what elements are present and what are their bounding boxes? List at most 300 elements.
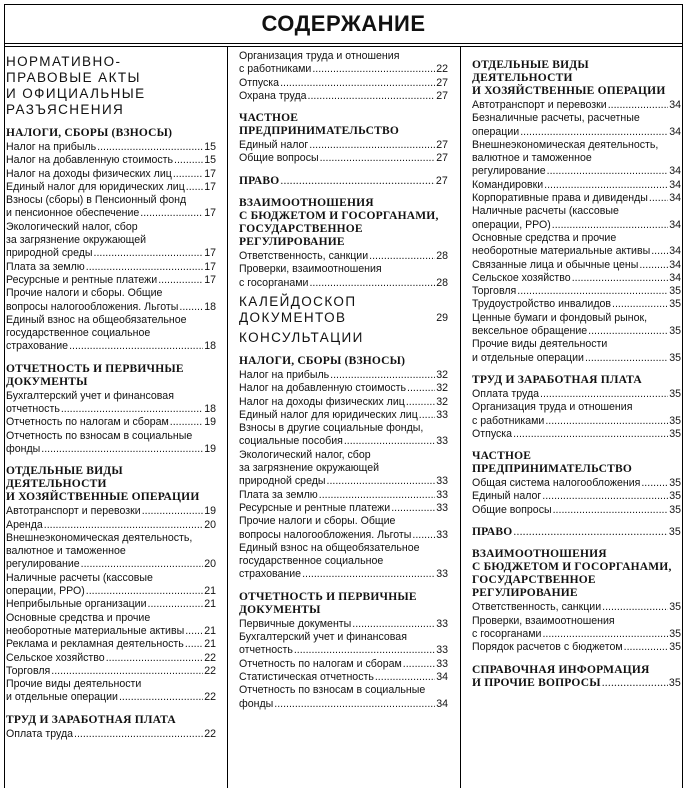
toc-entry-line: Отчетность по взносам в социальные [6, 429, 193, 442]
section-heading-line: ОТЧЕТНОСТЬ И ПЕРВИЧНЫЕ [239, 590, 417, 603]
section-heading-line: ДЕЯТЕЛЬНОСТИ [472, 72, 573, 84]
toc-entry[interactable] [239, 152, 448, 165]
toc-entry[interactable] [472, 504, 681, 517]
leader-dots [520, 126, 668, 139]
leader-dots [312, 63, 435, 76]
toc-entry-line [239, 489, 448, 502]
toc-entry-line [6, 665, 216, 678]
page-number: 35 [668, 676, 681, 689]
toc-entry[interactable] [6, 154, 216, 167]
page-number: 33 [436, 657, 448, 670]
toc-entry[interactable] [239, 489, 448, 502]
toc-entry[interactable] [6, 141, 216, 154]
toc-entry[interactable] [6, 390, 216, 417]
page-number: 35 [669, 503, 681, 516]
page-number: 35 [669, 285, 681, 298]
frame-left [4, 44, 5, 788]
toc-entry-text: Налог на добавленную стоимость [239, 382, 407, 395]
toc-entry-line: государственное социальное [239, 555, 384, 568]
toc-entry[interactable] [472, 139, 681, 179]
page-number: 22 [204, 664, 216, 677]
section-heading-line: НАЛОГИ, СБОРЫ (ВЗНОСЫ) [239, 354, 406, 367]
toc-entry-line: Наличные расчеты (кассовые [6, 571, 153, 584]
page-number: 35 [669, 627, 681, 640]
toc-entry[interactable] [239, 515, 448, 542]
section-heading-with-page[interactable] [472, 526, 681, 539]
page-number: 22 [204, 691, 216, 704]
toc-entry-text: и отдельные операции [6, 691, 118, 704]
page-number: 34 [669, 192, 681, 205]
section-heading-with-page[interactable] [239, 175, 448, 188]
leader-dots [81, 558, 204, 571]
toc-entry-text: Отчетность по налогам и сборам [6, 416, 169, 429]
section-heading [6, 127, 216, 140]
toc-entry[interactable] [472, 601, 681, 614]
toc-entry[interactable] [239, 382, 448, 395]
toc-entry[interactable] [239, 671, 448, 684]
toc-entry-text: с госорганами [472, 627, 542, 640]
toc-entry-line: Ценные бумаги и фондовый рынок, [472, 311, 648, 324]
toc-entry-text: Единый налог [472, 490, 542, 503]
page-number: 35 [669, 325, 681, 338]
page-number: 18 [204, 403, 216, 416]
leader-dots [94, 247, 204, 260]
toc-entry[interactable] [239, 631, 448, 658]
toc-entry-text: Ответственность, санкции [239, 250, 369, 263]
toc-entry-line [239, 502, 448, 515]
toc-entry-line [472, 99, 681, 112]
page-number: 35 [669, 490, 681, 503]
toc-entry-text: Автотранспорт и перевозки [6, 505, 141, 518]
toc-entry-text: Налог на прибыль [6, 141, 97, 153]
toc-entry[interactable] [6, 665, 216, 678]
toc-entry-line [239, 644, 448, 657]
section-heading-line: ВЗАИМООТНОШЕНИЯ [472, 548, 607, 561]
leader-dots [106, 652, 204, 665]
leader-dots [294, 644, 435, 657]
toc-entry[interactable] [472, 179, 681, 192]
toc-entry-text: Налог на доходы физических лиц [239, 395, 405, 408]
page-number: 21 [204, 638, 216, 651]
leader-dots [419, 409, 435, 422]
toc-entry-line: Экологический налог, сбор [239, 448, 371, 461]
section-heading [6, 363, 216, 389]
toc-entry[interactable] [472, 338, 681, 365]
toc-entry-line [239, 529, 448, 542]
section-heading-line: ЧАСТНОЕ [472, 450, 532, 463]
leader-dots [375, 671, 435, 684]
toc-entry-line [239, 671, 448, 684]
toc-entry[interactable] [239, 684, 448, 711]
section-heading [472, 59, 681, 98]
toc-entry[interactable] [6, 638, 216, 651]
page-number: 32 [436, 395, 448, 408]
toc-entry-line: Взносы (сборы) в Пенсионный фонд [6, 194, 187, 207]
toc-entry-text: природной среды [6, 247, 93, 260]
leader-dots [403, 658, 435, 671]
toc-entry[interactable] [6, 678, 216, 705]
page-number: 15 [204, 141, 216, 153]
toc-entry-text: Корпоративные права и дивиденды [472, 192, 648, 205]
page-title-text: СОДЕРЖАНИЕ [261, 11, 426, 36]
section-heading [6, 465, 216, 504]
toc-entry[interactable] [472, 428, 681, 441]
toc-entry[interactable] [472, 205, 681, 232]
toc-entry-text: операции [472, 125, 520, 138]
toc-entry-line [6, 403, 216, 416]
leader-dots [608, 99, 669, 112]
toc-entry-line [239, 63, 448, 76]
page-number: 15 [204, 154, 216, 167]
section-heading-line: ОТДЕЛЬНЫЕ ВИДЫ [6, 465, 123, 478]
toc-entry[interactable] [239, 369, 448, 382]
toc-entry[interactable] [472, 232, 681, 259]
toc-entry-line [239, 396, 448, 409]
leader-dots [86, 261, 203, 274]
toc-entry-line: Прочие виды деятельности [6, 678, 142, 691]
leader-dots [513, 526, 667, 539]
leader-dots [651, 245, 668, 258]
toc-entry-text: с работниками [239, 63, 312, 76]
section-heading-large [6, 54, 216, 118]
leader-dots [309, 277, 435, 290]
leader-dots [61, 403, 203, 416]
toc-entry-text: Порядок расчетов с бюджетом [472, 641, 623, 654]
page-number: 35 [669, 351, 681, 364]
toc-entry[interactable] [472, 401, 681, 428]
toc-column-3 [472, 50, 681, 788]
leader-dots [302, 568, 435, 581]
section-heading-line: ОТЧЕТНОСТЬ И ПЕРВИЧНЫЕ [6, 362, 184, 375]
toc-entry-line [472, 628, 681, 641]
section-heading-text: ПРАВО [239, 174, 280, 187]
toc-entry[interactable] [6, 274, 216, 287]
toc-entry[interactable] [472, 477, 681, 490]
toc-entry-line [472, 641, 681, 654]
toc-entry[interactable] [472, 490, 681, 503]
leader-dots [274, 698, 435, 711]
toc-column-1 [6, 50, 216, 788]
leader-dots [320, 152, 436, 165]
leader-dots [602, 677, 668, 690]
page-number: 34 [669, 245, 681, 258]
toc-entry-text: фонды [239, 697, 274, 710]
page-number: 17 [204, 273, 216, 286]
leader-dots [542, 490, 668, 503]
toc-entry[interactable] [472, 312, 681, 339]
toc-entry-text: регулирование [6, 558, 80, 571]
toc-entry[interactable] [472, 615, 681, 642]
toc-entry[interactable] [6, 572, 216, 599]
toc-entry[interactable] [6, 416, 216, 429]
toc-entry-line [239, 369, 448, 382]
toc-entry[interactable] [239, 502, 448, 515]
toc-entry-text: Сельское хозяйство [472, 271, 571, 284]
toc-entry-line [239, 658, 448, 671]
toc-entry-text: Отчетность по налогам и сборам [239, 657, 402, 670]
toc-entry[interactable] [239, 542, 448, 582]
toc-entry[interactable] [472, 272, 681, 285]
page-number: 17 [204, 260, 216, 273]
toc-entry-line: Проверки, взаимоотношения [239, 263, 382, 276]
page-number: 18 [204, 300, 216, 313]
toc-entry-text: фонды [6, 442, 41, 455]
leader-dots [344, 435, 435, 448]
toc-entry-line: Организация труда и отношения [472, 401, 633, 414]
page-number: 33 [436, 644, 448, 657]
heading-line-with-page [239, 310, 448, 326]
toc-entry[interactable] [239, 139, 448, 152]
toc-entry[interactable] [472, 99, 681, 112]
page-number: 17 [204, 180, 216, 193]
section-heading-line: ДОКУМЕНТЫ [6, 375, 88, 388]
toc-entry-text: Ресурсные и рентные платежи [6, 273, 158, 286]
leader-dots [170, 416, 203, 429]
page-number: 34 [669, 258, 681, 271]
toc-entry-text: регулирование [472, 165, 546, 178]
leader-dots [641, 477, 668, 490]
toc-entry-line [6, 301, 216, 314]
toc-entry[interactable] [239, 449, 448, 489]
page-number: 32 [436, 382, 448, 395]
toc-entry-line [239, 435, 448, 448]
toc-entry-text: социальные пособия [239, 435, 343, 448]
toc-entry-line [239, 475, 448, 488]
toc-entry[interactable] [239, 658, 448, 671]
toc-entry-line [472, 259, 681, 272]
page-number: 19 [204, 442, 216, 455]
toc-entry-line [472, 192, 681, 205]
leader-dots [517, 285, 668, 298]
toc-entry-text: вопросы налогообложения. Льготы [239, 528, 412, 541]
section-heading-text: И ПРОЧИЕ ВОПРОСЫ [472, 676, 601, 689]
toc-entry-line: Бухгалтерский учет и финансовая [239, 631, 407, 644]
toc-entry-line [6, 519, 216, 532]
section-heading [472, 548, 681, 600]
toc-entry[interactable] [472, 192, 681, 205]
toc-entry-text: Оплата труда [6, 727, 74, 740]
toc-entry-text: Единый налог [239, 139, 309, 152]
leader-dots [612, 298, 668, 311]
section-heading-line [472, 677, 681, 690]
toc-entry-text: Торговля [472, 285, 517, 298]
section-heading-line: РЕГУЛИРОВАНИЕ [472, 587, 578, 600]
section-heading-line: И ХОЗЯЙСТВЕННЫЕ ОПЕРАЦИИ [6, 491, 200, 504]
page-number: 33 [436, 475, 448, 488]
toc-entry-line [6, 261, 216, 274]
toc-entry-line: Прочие налоги и сборы. Общие [239, 515, 396, 528]
toc-entry-line [472, 601, 681, 614]
toc-entry-text: Автотранспорт и перевозки [472, 99, 607, 111]
section-heading-line [472, 526, 681, 539]
leader-dots [140, 207, 203, 220]
page-number: 35 [669, 298, 681, 311]
toc-entry[interactable] [6, 652, 216, 665]
leader-dots [173, 168, 203, 181]
toc-entry[interactable] [239, 422, 448, 449]
toc-entry[interactable] [472, 298, 681, 311]
toc-entry[interactable] [6, 505, 216, 518]
heading-line: РАЗЪЯСНЕНИЯ [6, 102, 125, 117]
leader-dots [547, 165, 669, 178]
toc-entry[interactable] [6, 519, 216, 532]
section-heading-line: СПРАВОЧНАЯ ИНФОРМАЦИЯ [472, 663, 650, 676]
leader-dots [308, 90, 436, 103]
toc-entry[interactable] [6, 430, 216, 457]
toc-entry[interactable] [6, 728, 216, 741]
toc-entry[interactable] [6, 314, 216, 354]
leader-dots [51, 665, 203, 678]
leader-dots [552, 219, 668, 232]
section-heading-line: С БЮДЖЕТОМ И ГОСОРГАНАМИ, [472, 561, 672, 574]
toc-entry-line [239, 382, 448, 395]
toc-entry-line [239, 698, 448, 711]
leader-dots [148, 598, 204, 611]
toc-entry[interactable] [6, 221, 216, 261]
toc-entry[interactable] [472, 641, 681, 654]
toc-entry[interactable] [6, 194, 216, 221]
leader-dots [406, 396, 435, 409]
title-underline [4, 46, 683, 47]
toc-entry-text: с госорганами [239, 276, 309, 289]
toc-entry-text: Ресурсные и рентные платежи [239, 501, 391, 514]
column-divider-left [227, 47, 228, 788]
toc-entry[interactable] [239, 409, 448, 422]
toc-entry-line [239, 139, 448, 152]
toc-entry-text: Единый налог для юридических лиц [6, 180, 185, 193]
heading-line: ДОКУМЕНТОВ [239, 309, 347, 325]
frame-right [682, 44, 683, 788]
section-heading [6, 714, 216, 727]
toc-entry-line [6, 154, 216, 167]
toc-entry-line: государственное социальное [6, 327, 151, 340]
leader-dots [174, 154, 203, 167]
toc-entry[interactable] [6, 287, 216, 314]
toc-entry[interactable] [472, 259, 681, 272]
section-heading-with-page[interactable] [472, 677, 681, 690]
toc-entry-line [6, 181, 216, 194]
leader-dots [602, 601, 668, 614]
section-heading-line: РЕГУЛИРОВАНИЕ [239, 236, 345, 249]
leader-dots [544, 179, 668, 192]
toc-entry-line: Проверки, взаимоотношения [472, 614, 615, 627]
section-heading [239, 355, 448, 368]
page-number: 33 [436, 435, 448, 448]
page-number: 34 [669, 271, 681, 284]
toc-entry-line: Единый взнос на общеобязательное [6, 313, 187, 326]
section-heading-line: ПРЕДПРИНИМАТЕЛЬСТВО [472, 463, 632, 476]
section-heading-line: ДОКУМЕНТЫ [239, 603, 321, 616]
toc-entry[interactable] [6, 168, 216, 181]
toc-entry-text: необоротные материальные активы [6, 624, 185, 637]
toc-entry-text: Общие вопросы [472, 503, 552, 516]
toc-entry-line: Прочие налоги и сборы. Общие [6, 287, 163, 300]
leader-dots [309, 139, 435, 152]
page-number: 34 [436, 670, 448, 683]
toc-entry[interactable] [6, 181, 216, 194]
toc-entry-text: Реклама и рекламная деятельность [6, 638, 184, 651]
toc-entry-text: отчетность [6, 403, 60, 416]
toc-entry[interactable] [472, 285, 681, 298]
leader-dots [86, 585, 203, 598]
toc-entry[interactable] [472, 112, 681, 139]
toc-entry-line [6, 274, 216, 287]
toc-entry[interactable] [6, 261, 216, 274]
toc-entry-line: Отчетность по взносам в социальные [239, 684, 426, 697]
toc-entry[interactable] [239, 396, 448, 409]
toc-entry-line [472, 428, 681, 441]
toc-entry[interactable] [239, 50, 448, 77]
page-number: 22 [204, 651, 216, 664]
page-number: 34 [669, 165, 681, 178]
toc-entry-line [239, 618, 448, 631]
leader-dots [412, 529, 435, 542]
toc-entry[interactable] [6, 532, 216, 572]
section-heading-line: ЧАСТНОЕ [239, 112, 299, 125]
heading-line: КОНСУЛЬТАЦИИ [239, 329, 364, 345]
leader-dots [280, 77, 435, 90]
leader-dots [179, 301, 203, 314]
page-number: 19 [204, 505, 216, 518]
page-number: 34 [436, 697, 448, 710]
toc-entry-text: Общие вопросы [239, 152, 319, 165]
leader-dots [369, 250, 435, 263]
page-number: 17 [204, 247, 216, 260]
toc-entry[interactable] [239, 250, 448, 263]
section-heading-line: С БЮДЖЕТОМ И ГОСОРГАНАМИ, [239, 210, 439, 223]
page-number: 33 [436, 501, 448, 514]
section-heading-line: ОТДЕЛЬНЫЕ ВИДЫ [472, 59, 589, 71]
toc-entry-line [239, 568, 448, 581]
toc-entry[interactable] [472, 388, 681, 401]
toc-entry-line [6, 505, 216, 518]
toc-entry-line: Единый взнос на общеобязательное [239, 541, 420, 554]
toc-entry[interactable] [239, 90, 448, 103]
toc-entry-line [472, 325, 681, 338]
leader-dots [513, 428, 668, 441]
page-number: 27 [436, 89, 448, 102]
section-heading-line: ГОСУДАРСТВЕННОЕ [472, 574, 596, 587]
toc-entry-line [239, 277, 448, 290]
section-heading-line: НАЛОГИ, СБОРЫ (ВЗНОСЫ) [6, 127, 173, 139]
toc-entry-line [239, 90, 448, 103]
toc-entry-text: страхование [239, 568, 302, 581]
toc-entry[interactable] [6, 612, 216, 639]
toc-entry-line [472, 285, 681, 298]
toc-entry-line [239, 409, 448, 422]
heading-line: И ОФИЦИАЛЬНЫЕ [6, 86, 146, 101]
toc-entry-line [472, 477, 681, 490]
toc-entry-line: Основные средства и прочие [6, 611, 151, 624]
toc-entry-line [472, 352, 681, 365]
page-number: 27 [436, 76, 448, 89]
toc-entry-line [6, 598, 216, 611]
page-number: 33 [436, 568, 448, 581]
leader-dots [542, 628, 668, 641]
page-number: 18 [204, 340, 216, 353]
page-number: 35 [669, 427, 681, 440]
toc-entry[interactable] [239, 618, 448, 631]
toc-entry-text: Единый налог для юридических лиц [239, 408, 418, 421]
toc-entry-line: Взносы в другие социальные фонды, [239, 422, 424, 435]
toc-entry-text: Плата за землю [239, 488, 318, 501]
toc-entry[interactable] [239, 77, 448, 90]
leader-dots [624, 641, 669, 654]
leader-dots [407, 382, 435, 395]
toc-entry[interactable] [239, 263, 448, 290]
toc-entry[interactable] [6, 598, 216, 611]
section-heading-line: ДЕЯТЕЛЬНОСТИ [6, 478, 107, 491]
